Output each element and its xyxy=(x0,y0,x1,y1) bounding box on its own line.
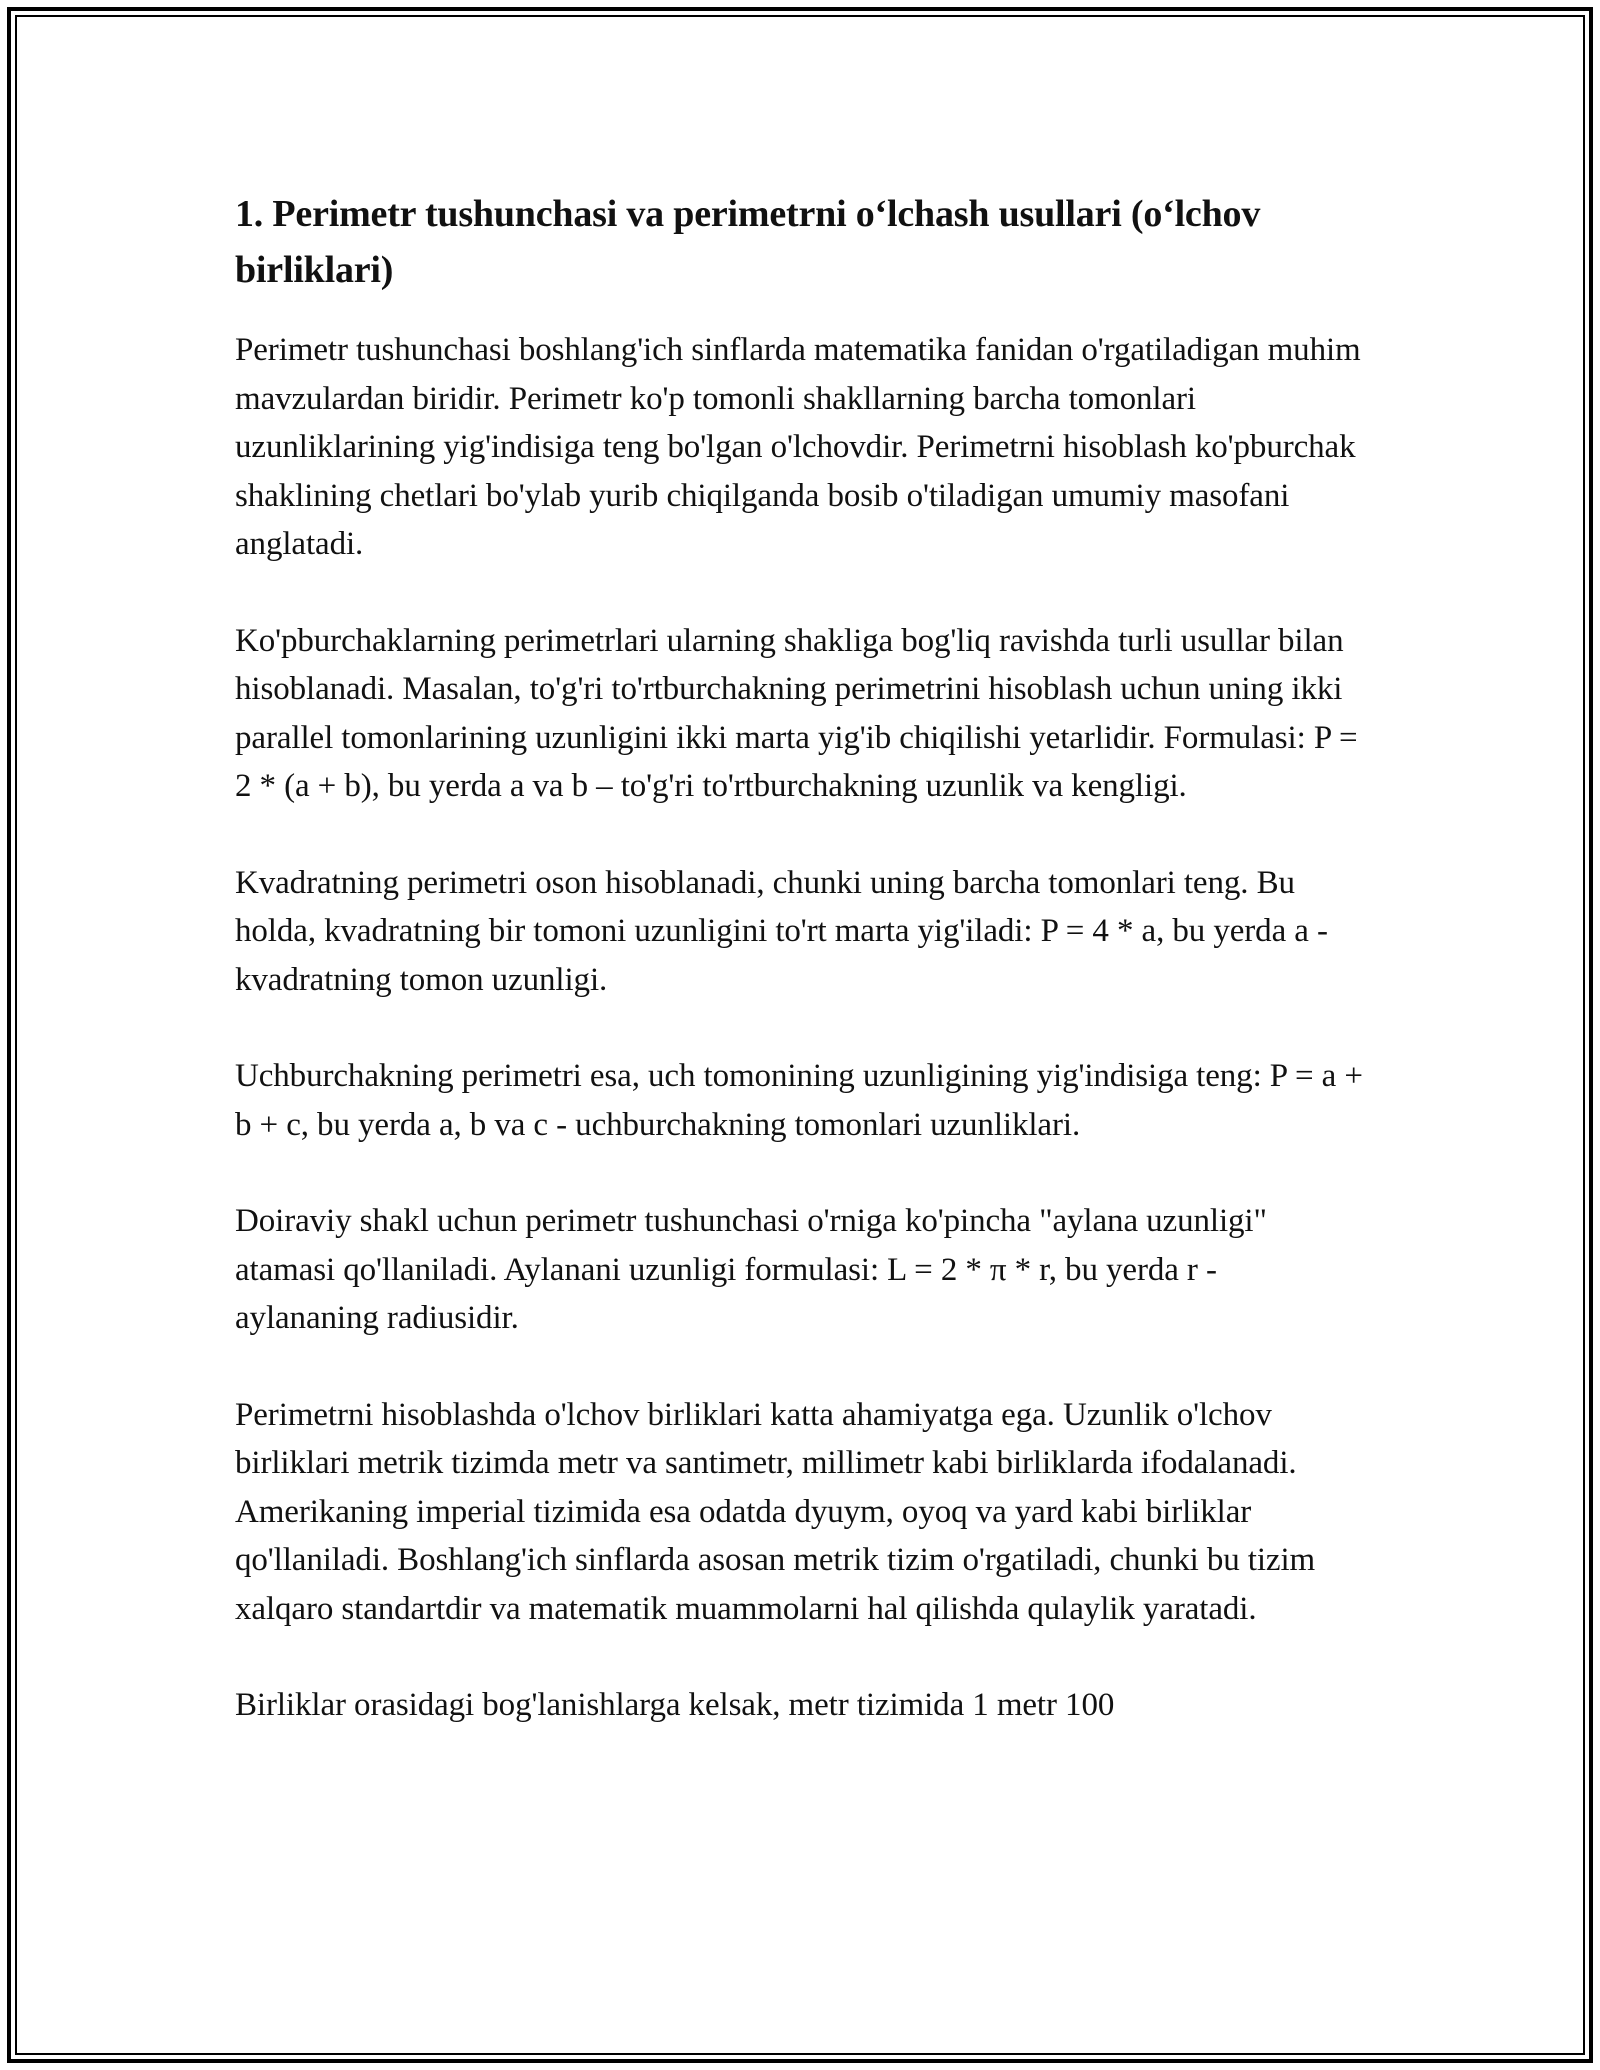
document-body xyxy=(235,186,1365,1778)
paragraph-measurement-units: Perimetrni hisoblashda o'lchov birliklari katta ahamiyatga ega. Uzunlik o'lchov birliklari metrik tizimda metr va santimetr, millimetr kabi birliklarda ifodalanadi. Amerikaning imperial tizimida esa odatda dyuym, oyoq va yard kabi birliklar qo'llaniladi. Boshlang'ich sinflarda asosan metrik tizim o'rgatiladi, chunki bu tizim xalqaro standartdir va matematik muammolarni hal qilishda qulaylik yaratadi. xyxy=(235,1396,1316,1627)
paragraph-perimeter-definition: Perimetr tushunchasi boshlang'ich sinflarda matematika fanidan o'rgatiladigan muhim mavzulardan biridir. Perimetr ko'p tomonli shakllarning barcha tomonlari uzunliklarining yig'indisiga teng bo'lgan o'lchovdir. Perimetrni hisoblash ko'pburchak shaklining chetlari bo'ylab yurib chiqilganda bosib o'tiladigan umumiy masofani anglatadi. xyxy=(235,332,1361,562)
paragraph-unit-relations: Birliklar orasidagi bog'lanishlarga kelsak, metr tizimida 1 metr 100 xyxy=(235,1687,1115,1723)
paragraph-circle-circumference: Doiraviy shakl uchun perimetr tushunchasi o'rniga ko'pincha "aylana uzunligi" atamasi qo'llaniladi. Aylanani uzunligi formulasi: L = 2 * π * r, bu yerda r - aylananing radiusidir. xyxy=(235,1203,1267,1336)
paragraph-triangle-perimeter: Uchburchakning perimetri esa, uch tomonining uzunligining yig'indisiga teng: P = a + b + c, bu yerda a, b va c - uchburchakning tomonlari uzunliklari. xyxy=(235,1058,1363,1143)
paragraph-rectangle-perimeter: Ko'pburchaklarning perimetrlari ularning shakliga bog'liq ravishda turli usullar bilan hisoblanadi. Masalan, to'g'ri to'rtburchakning perimetrini hisoblash uchun uning ikki parallel tomonlarining uzunligini ikki marta yig'ib chiqilishi yetarlidir. Formulasi: P = 2 * (a + b), bu yerda a va b – to'g'ri to'rtburchakning uzunlik va kengligi. xyxy=(235,622,1358,804)
paragraph-square-perimeter: Kvadratning perimetri oson hisoblanadi, chunki uning barcha tomonlari teng. Bu holda, kvadratning bir tomoni uzunligini to'rt marta yig'iladi: P = 4 * a, bu yerda a - kvadratning tomon uzunligi. xyxy=(235,864,1328,998)
section-heading: 1. Perimetr tushunchasi va perimetrni o‘lchash usullari (o‘lchov birliklari) xyxy=(235,193,1261,291)
